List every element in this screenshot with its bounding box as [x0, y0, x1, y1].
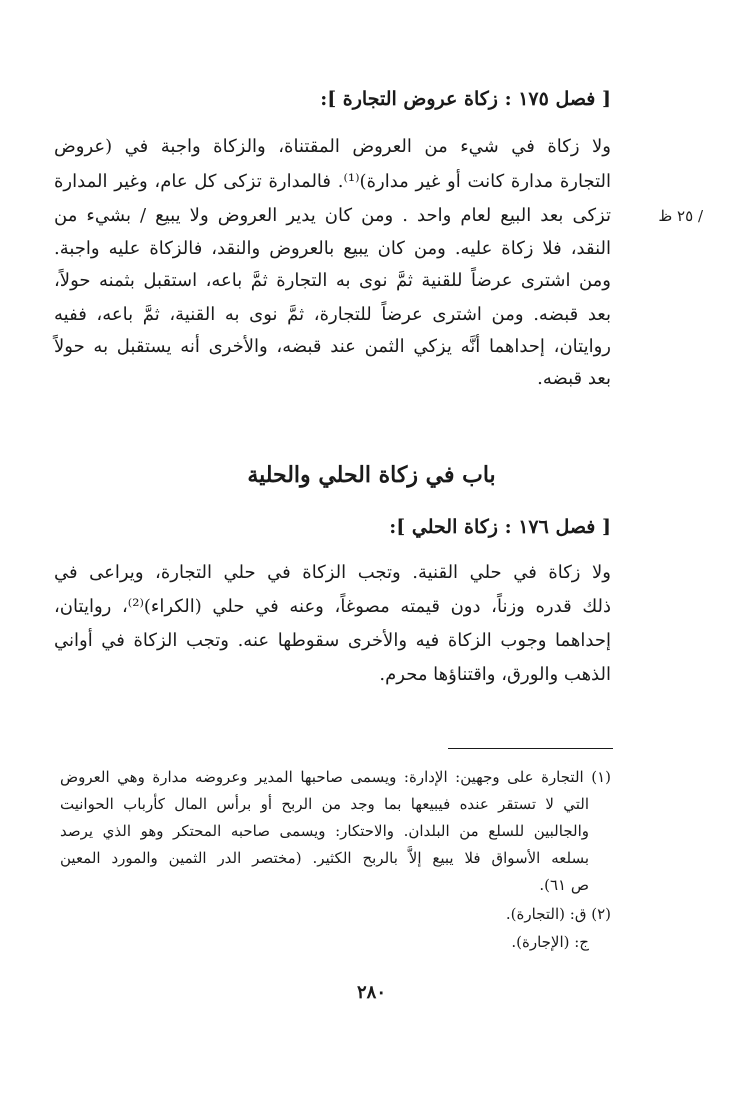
section-176-heading: [ فصل ١٧٦ : زكاة الحلي ]:: [389, 516, 611, 538]
section-175-line-8: بعد قبضه.: [537, 368, 611, 389]
section-175-line-7: روايتان، إحداهما أنَّه يزكي الثمن عند قبضه، والأخرى أنه يستقبل به حولاً: [54, 336, 611, 357]
footnote-2-line-1: (٢) ق: (التجارة).: [505, 905, 611, 923]
footnote-2-line-2: ج: (الإجارة).: [511, 933, 589, 951]
footnote-separator: [448, 748, 613, 749]
chapter-title: باب في زكاة الحلي والحلية: [247, 462, 496, 488]
section-175-line-3: تزكى بعد البيع لعام واحد . ومن كان يدير العروض ولا يبيع / بشيء من: [54, 205, 611, 226]
manuscript-folio-note: / ٢٥ ظ: [658, 207, 703, 225]
section-175-line-5: ومن اشترى عرضاً للقنية ثمَّ نوى به التجارة ثمَّ باعه، استقبل بثمنه حولاً،: [54, 270, 611, 291]
footnote-1-line-1: (١) التجارة على وجهين: الإدارة: ويسمى صاحبها المدير وعروضه مدارة وهي العروض: [60, 768, 611, 786]
footnote-1-line-5: ص ٦١).: [539, 876, 589, 894]
section-176-line-3: إحداهما وجوب الزكاة فيه والأخرى سقوطها عنه. وتجب الزكاة في أواني: [54, 630, 611, 651]
footnote-1-line-2: التي لا تستقر عنده فيبيعها بما وجد من الربح أو برأس المال كأرباب الحوانيت: [60, 795, 589, 813]
section-175-line-1: ولا زكاة في شيء من العروض المقتناة، والزكاة واجبة في (عروض: [54, 136, 611, 157]
footnote-1-line-4: بسلعه الأسواق فلا يبيع إلاَّ بالربح الكثير. (مختصر الدر الثمين والمورد المعين: [60, 849, 589, 867]
section-175-heading: [ فصل ١٧٥ : زكاة عروض التجارة ]:: [320, 88, 611, 110]
section-176-line-1: ولا زكاة في حلي القنية. وتجب الزكاة في حلي التجارة، ويراعى في: [54, 562, 611, 583]
footnote-1-line-3: والجالبين للسلع من البلدان. والاحتكار: ويسمى صاحبه المحتكر وهو الذي يرصد: [60, 822, 589, 840]
section-175-line-4: النقد، فلا زكاة عليه. ومن كان يبيع بالعروض والنقد، فالزكاة عليه واجبة.: [54, 238, 611, 259]
section-176-line-2: ذلك قدره وزناً، دون قيمته مصوغاً، وعنه في حلي (الكراء)⁽²⁾، روايتان،: [54, 596, 611, 617]
section-175-line-2: التجارة مدارة كانت أو غير مدارة)⁽¹⁾. فالمدارة تزكى كل عام، وغير المدارة: [54, 171, 611, 192]
section-175-line-6: بعد قبضه. ومن اشترى عرضاً للتجارة، ثمَّ نوى به القنية، ثمَّ باعه، ففيه: [54, 304, 611, 325]
page-number: ٢٨٠: [356, 982, 386, 1003]
section-176-line-4: الذهب والورق، واقتناؤها محرم.: [379, 664, 611, 685]
